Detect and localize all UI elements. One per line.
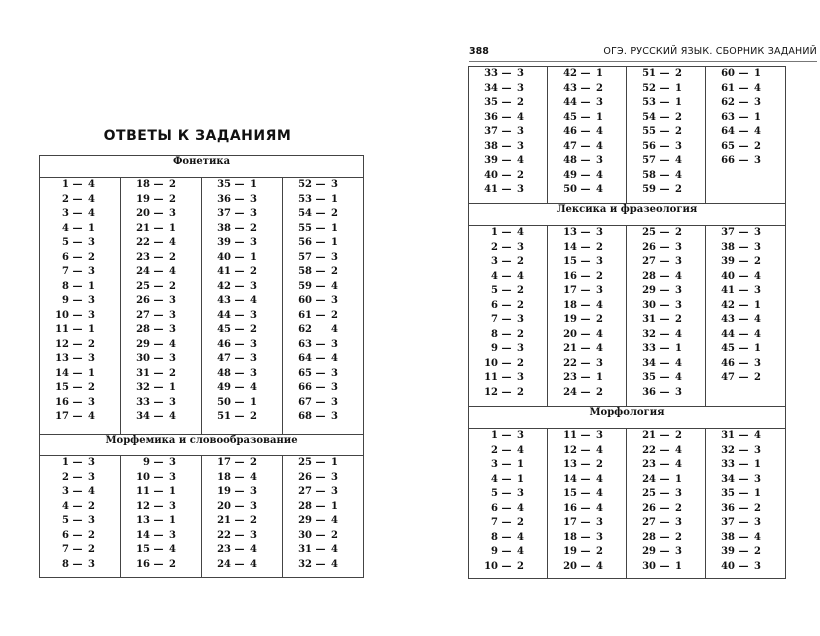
answer-item: 24 — 4 [217,558,257,570]
section-title-morphemics: Морфемика и словообразование [40,435,364,456]
answer-item: 19 — 2 [136,193,176,205]
answer-item: 54 — 2 [298,208,338,219]
answer-item: 12 — 4 [563,444,603,456]
answer-item: 66 — 3 [721,155,761,166]
answer-item: 16 — 4 [563,502,603,514]
answer-item: 7 — 2 [491,517,524,528]
answer-item: 50 — 1 [217,396,257,408]
answer-item: 57 — 4 [642,155,682,166]
answer-item: 11 — 3 [563,430,603,441]
answer-item: 38 — 4 [721,531,761,543]
answer-item: 64 — 4 [298,353,338,364]
answer-item: 29 — 4 [298,515,338,526]
answer-item: 19 — 2 [563,314,603,325]
answer-item: 15 — 4 [136,544,176,555]
left-page [0,0,395,636]
answer-item: 41 — 2 [217,266,257,277]
answer-item: 21 — 2 [642,430,682,441]
answer-item: 14 — 1 [55,367,95,379]
answer-item: 62 4 [298,324,338,335]
answer-column [121,178,202,435]
answer-item: 14 — 2 [563,241,603,253]
answer-item: 27 — 3 [642,517,682,528]
answer-item: 4 — 1 [491,473,524,485]
answer-item: 54 — 2 [642,111,682,123]
answer-item: 61 — 2 [298,309,338,321]
answer-item: 52 — 1 [642,82,682,94]
answer-item: 25 — 2 [136,280,176,292]
answer-item: 33 — 1 [721,459,761,470]
answer-item: 55 — 1 [298,222,338,234]
answer-item: 45 — 2 [217,324,257,335]
answer-item: 28 — 1 [298,500,338,512]
answer-item: 10 — 2 [484,560,524,572]
answer-item: 59 — 2 [642,184,682,195]
answer-item: 7 — 3 [491,314,524,325]
answer-item: 11 — 3 [484,372,524,383]
answer-column [469,67,548,204]
answer-item: 66 — 3 [298,382,338,393]
answer-item: 9 — 3 [491,343,524,354]
answer-item: 22 — 3 [217,529,257,541]
answer-item: 13 — 3 [55,353,95,364]
answer-item: 19 — 3 [217,486,257,497]
answer-column [202,178,283,435]
answer-item: 40 — 4 [721,270,761,282]
answer-item: 38 — 3 [484,140,524,152]
answer-item: 12 — 2 [484,386,524,398]
answer-column [283,178,364,435]
answer-item: 16 — 2 [563,270,603,282]
answer-item: 7 — 2 [62,544,95,555]
answer-column [40,178,121,435]
answer-item: 2 — 4 [491,444,524,456]
answer-item: 10 — 2 [484,357,524,369]
answer-item: 36 — 3 [642,386,682,398]
page-title: ОТВЕТЫ К ЗАДАНИЯМ [103,128,292,144]
answer-item: 26 — 2 [642,502,682,514]
answer-item: 18 — 3 [563,531,603,543]
answer-item: 6 — 2 [491,299,524,311]
answer-item: 47 — 3 [217,353,257,364]
answer-item: 16 — 3 [55,396,95,408]
answer-item: 34 — 3 [484,82,524,94]
answer-item: 28 — 3 [136,324,176,335]
running-header [469,45,817,62]
answer-item: 47 — 2 [721,372,761,383]
answer-item: 45 — 1 [721,343,761,354]
answer-item: 10 — 3 [55,309,95,321]
answer-item: 1 — 4 [62,179,95,190]
answer-item: 23 — 1 [563,372,603,383]
answer-item: 39 — 2 [721,256,761,267]
answer-item: 56 — 1 [298,237,338,248]
answer-item: 34 — 3 [721,473,761,485]
answer-item: 17 — 2 [217,457,257,468]
answer-item: 42 — 3 [217,280,257,292]
answer-item: 38 — 2 [217,222,257,234]
answer-item: 48 — 3 [217,367,257,379]
answer-column [627,429,706,579]
answer-item: 34 — 4 [642,357,682,369]
answer-item: 47 — 4 [563,140,603,152]
answer-column [202,456,283,578]
answer-column [121,456,202,578]
answer-item: 52 — 3 [298,179,338,190]
answer-item: 68 — 3 [298,411,338,422]
answer-item: 5 — 3 [62,237,95,248]
answer-item: 21 — 1 [136,222,176,234]
answer-item: 11 — 1 [55,324,95,335]
answer-item: 12 — 3 [136,500,176,512]
answer-item: 5 — 2 [491,285,524,296]
answer-item: 1 — 3 [62,457,95,468]
answer-item: 42 — 1 [563,68,603,79]
answer-item: 60 — 3 [298,295,338,306]
answer-item: 35 — 4 [642,372,682,383]
answer-item: 25 — 3 [642,488,682,499]
answer-item: 17 — 3 [563,285,603,296]
answer-column [627,67,706,204]
answer-item: 26 — 3 [298,471,338,483]
answer-item: 36 — 2 [721,502,761,514]
answer-item: 15 — 3 [563,256,603,267]
answer-item: 26 — 3 [642,241,682,253]
answer-column [548,429,627,579]
answer-item: 32 — 4 [642,328,682,340]
section-title-lexicon: Лексика и фразеология [469,204,786,226]
answer-item: 22 — 3 [563,357,603,369]
answer-column [40,456,121,578]
answer-column [706,67,786,204]
answer-item: 45 — 1 [563,111,603,123]
answer-item: 9 — 3 [62,295,95,306]
answer-item: 27 — 3 [136,309,176,321]
answer-item: 17 — 4 [55,411,95,422]
answer-item: 3 — 4 [62,208,95,219]
answer-item: 30 — 3 [642,299,682,311]
answer-item: 28 — 2 [642,531,682,543]
answer-item: 8 — 1 [62,280,95,292]
answer-item: 62 — 3 [721,97,761,108]
answer-item: 9 — 4 [491,546,524,557]
answer-item: 7 — 3 [62,266,95,277]
answer-item: 59 — 4 [298,280,338,292]
answer-item: 24 — 4 [136,266,176,277]
answer-item: 42 — 1 [721,299,761,311]
answer-item: 31 — 4 [298,544,338,555]
answer-item: 58 — 2 [298,266,338,277]
answer-item: 33 — 3 [136,396,176,408]
answer-item: 8 — 3 [62,558,95,570]
answer-column [469,226,548,407]
answer-item: 50 — 4 [563,184,603,195]
answer-item: 46 — 3 [721,357,761,369]
answer-item: 46 — 4 [563,126,603,137]
answer-item: 43 — 4 [721,314,761,325]
answer-item: 49 — 4 [563,169,603,181]
answer-item: 26 — 3 [136,295,176,306]
answer-item: 55 — 2 [642,126,682,137]
answer-item: 56 — 3 [642,140,682,152]
answer-item: 37 — 3 [721,517,761,528]
answer-item: 14 — 3 [136,529,176,541]
answer-item: 29 — 3 [642,546,682,557]
answer-item: 13 — 1 [136,515,176,526]
answer-item: 5 — 3 [491,488,524,499]
answer-item: 11 — 1 [136,486,176,497]
answer-item: 58 — 4 [642,169,682,181]
answer-item: 2 — 3 [62,471,95,483]
answer-item: 19 — 2 [563,546,603,557]
right-page [435,0,820,636]
answer-item: 39 — 4 [484,155,524,166]
answer-item: 20 — 3 [217,500,257,512]
answer-item: 8 — 4 [491,531,524,543]
answer-item: 65 — 3 [298,367,338,379]
answer-item: 34 — 4 [136,411,176,422]
answer-item: 16 — 2 [136,558,176,570]
answer-item: 4 — 2 [62,500,95,512]
section-title-phonetics: Фонетика [40,156,364,178]
answer-item: 1 — 3 [491,430,524,441]
answers-table-right [468,66,786,579]
answer-item: 32 — 1 [136,382,176,393]
answer-item: 24 — 2 [563,386,603,398]
answer-item: 49 — 4 [217,382,257,393]
answer-item: 37 — 3 [217,208,257,219]
answer-item: 44 — 3 [563,97,603,108]
answer-item: 48 — 3 [563,155,603,166]
answer-item: 37 — 3 [721,227,761,238]
answer-column [627,226,706,407]
answer-item: 9 — 3 [143,457,176,468]
answer-item: 64 — 4 [721,126,761,137]
answer-item: 14 — 4 [563,473,603,485]
answer-item: 65 — 2 [721,140,761,152]
answer-item: 17 — 3 [563,517,603,528]
answer-item: 12 — 2 [55,338,95,350]
answer-item: 20 — 4 [563,560,603,572]
answer-item: 13 — 2 [563,459,603,470]
answer-item: 39 — 3 [217,237,257,248]
running-title: ОГЭ. РУССКИЙ ЯЗЫК. СБОРНИК ЗАДАНИЙ [603,46,817,57]
answer-item: 21 — 4 [563,343,603,354]
section-title-morphology: Морфология [469,407,786,429]
answer-item: 43 — 2 [563,82,603,94]
answer-item: 18 — 2 [136,179,176,190]
answer-item: 57 — 3 [298,251,338,263]
answer-item: 39 — 2 [721,546,761,557]
answer-column [706,226,786,407]
answer-item: 63 — 1 [721,111,761,123]
answer-column [548,67,627,204]
answer-item: 23 — 4 [642,459,682,470]
answer-item: 37 — 3 [484,126,524,137]
answer-item: 22 — 4 [642,444,682,456]
answer-item: 18 — 4 [563,299,603,311]
answer-item: 18 — 4 [217,471,257,483]
answer-item: 40 — 2 [484,169,524,181]
answer-item: 23 — 2 [136,251,176,263]
answer-item: 35 — 1 [217,179,257,190]
answer-item: 6 — 4 [491,502,524,514]
answer-item: 3 — 2 [491,256,524,267]
answer-item: 3 — 4 [62,486,95,497]
answer-item: 30 — 2 [298,529,338,541]
answer-item: 30 — 3 [136,353,176,364]
answer-item: 44 — 3 [217,309,257,321]
answer-column [706,429,786,579]
answer-item: 29 — 4 [136,338,176,350]
answer-item: 15 — 2 [55,382,95,393]
answer-item: 32 — 3 [721,444,761,456]
answer-item: 25 — 1 [298,457,338,468]
answer-item: 8 — 2 [491,328,524,340]
answer-item: 67 — 3 [298,396,338,408]
answer-item: 29 — 3 [642,285,682,296]
answer-item: 21 — 2 [217,515,257,526]
answer-item: 31 — 2 [642,314,682,325]
answer-item: 28 — 4 [642,270,682,282]
answer-item: 33 — 1 [642,343,682,354]
answer-item: 4 — 1 [62,222,95,234]
answer-item: 43 — 4 [217,295,257,306]
answer-item: 35 — 2 [484,97,524,108]
answer-item: 25 — 2 [642,227,682,238]
answer-item: 51 — 2 [217,411,257,422]
answer-item: 22 — 4 [136,237,176,248]
answer-column [548,226,627,407]
answer-item: 30 — 1 [642,560,682,572]
answer-item: 60 — 1 [721,68,761,79]
answer-item: 23 — 4 [217,544,257,555]
answer-item: 27 — 3 [298,486,338,497]
answer-item: 40 — 3 [721,560,761,572]
answer-item: 38 — 3 [721,241,761,253]
answer-item: 46 — 3 [217,338,257,350]
answer-item: 31 — 2 [136,367,176,379]
answer-item: 15 — 4 [563,488,603,499]
answer-item: 20 — 4 [563,328,603,340]
answer-item: 63 — 3 [298,338,338,350]
answer-item: 36 — 4 [484,111,524,123]
answer-item: 32 — 4 [298,558,338,570]
answer-item: 40 — 1 [217,251,257,263]
answer-item: 5 — 3 [62,515,95,526]
answer-item: 53 — 1 [642,97,682,108]
answer-item: 13 — 3 [563,227,603,238]
answer-item: 31 — 4 [721,430,761,441]
answer-column [469,429,548,579]
answer-item: 41 — 3 [721,285,761,296]
answer-item: 4 — 4 [491,270,524,282]
page-number: 388 [469,46,489,57]
answer-item: 20 — 3 [136,208,176,219]
answer-item: 51 — 2 [642,68,682,79]
answer-item: 3 — 1 [491,459,524,470]
answers-table-left [39,155,364,578]
answer-item: 6 — 2 [62,251,95,263]
answer-item: 1 — 4 [491,227,524,238]
answer-item: 6 — 2 [62,529,95,541]
answer-item: 10 — 3 [136,471,176,483]
answer-item: 41 — 3 [484,184,524,195]
answer-item: 53 — 1 [298,193,338,205]
answer-item: 44 — 4 [721,328,761,340]
answer-item: 2 — 3 [491,241,524,253]
answer-column [283,456,364,578]
answer-item: 61 — 4 [721,82,761,94]
answer-item: 27 — 3 [642,256,682,267]
answer-item: 24 — 1 [642,473,682,485]
answer-item: 35 — 1 [721,488,761,499]
answer-item: 33 — 3 [484,68,524,79]
answer-item: 36 — 3 [217,193,257,205]
answer-item: 2 — 4 [62,193,95,205]
